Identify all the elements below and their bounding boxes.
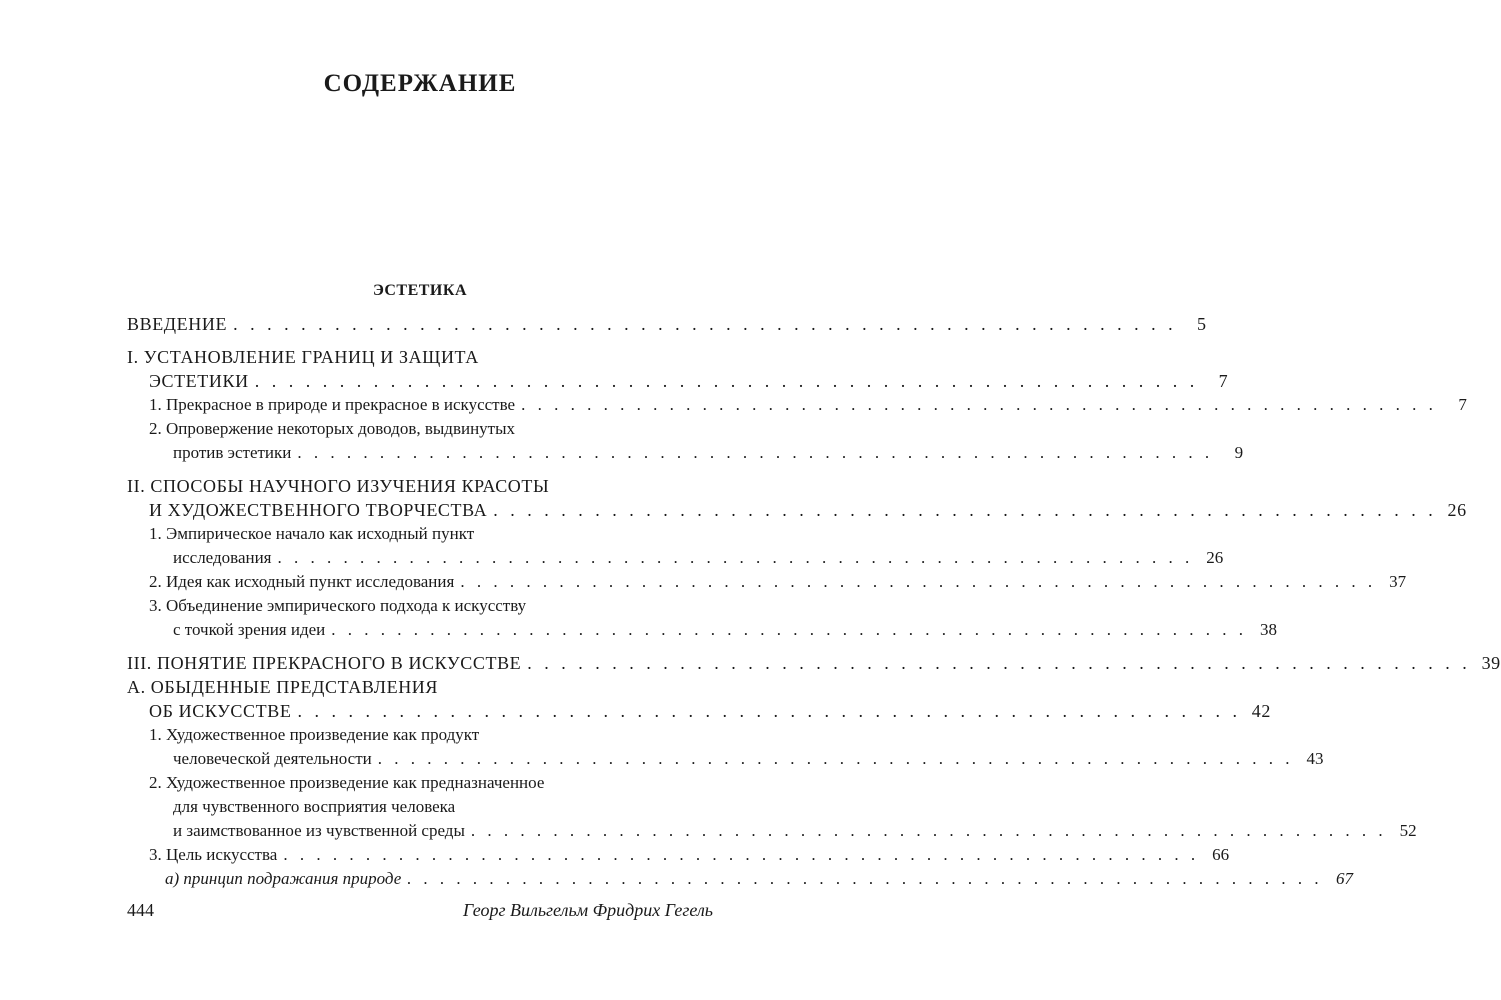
- toc-entry-text: II. СПОСОБЫ НАУЧНОГО ИЗУЧЕНИЯ КРАСОТЫ: [127, 476, 550, 496]
- toc-entry-page: 39: [1481, 653, 1501, 673]
- toc-entry-page: 43: [1306, 749, 1324, 768]
- toc-entry-text: 2. Опровержение некоторых доводов, выдвинутых: [149, 419, 516, 438]
- toc-entry: [127, 312, 1207, 336]
- toc-entry-page: 52: [1399, 821, 1417, 840]
- toc-entry: [127, 651, 1501, 675]
- toc-entry: [127, 867, 1354, 891]
- toc-entry-page: 7: [1458, 395, 1467, 414]
- toc-entry-text: 1. Эмпирическое начало как исходный пункт: [149, 524, 475, 543]
- dot-leader: . . . . . . . . . . . . . . . . . . . . . . . . . . . . . . . . . . . . . . . . . . . . . . . . . . . . . . . .: [233, 314, 1177, 334]
- toc-entry: [127, 417, 713, 441]
- toc-entry: [127, 747, 1324, 771]
- toc-entry-text: 1. Прекрасное в природе и прекрасное в искусстве: [149, 395, 516, 414]
- toc-entry: [127, 843, 1230, 867]
- dot-leader: . . . . . . . . . . . . . . . . . . . . . . . . . . . . . . . . . . . . . . . . . . . . . . . . . . . . . . . .: [297, 443, 1214, 462]
- dot-leader: . . . . . . . . . . . . . . . . . . . . . . . . . . . . . . . . . . . . . . . . . . . . . . . . . . . . . . . .: [283, 845, 1200, 864]
- dot-leader: . . . . . . . . . . . . . . . . . . . . . . . . . . . . . . . . . . . . . . . . . . . . . . . . . . . . . . . .: [460, 572, 1377, 591]
- toc-entry-page: 26: [1447, 500, 1467, 520]
- toc-entry: [127, 546, 1224, 570]
- toc-entry-text: а) принцип подражания природе: [165, 869, 402, 888]
- toc-entry-text: 2. Художественное произведение как предназначенное: [149, 773, 545, 792]
- toc-entry-text: исследования: [173, 548, 272, 567]
- toc-entry-text: человеческой деятельности: [173, 749, 372, 768]
- toc-entry-text: с точкой зрения идеи: [173, 620, 326, 639]
- dot-leader: . . . . . . . . . . . . . . . . . . . . . . . . . . . . . . . . . . . . . . . . . . . . . . . . . . . . . . . .: [377, 749, 1294, 768]
- toc-entry-page: 38: [1260, 620, 1278, 639]
- toc-entry-text: 3. Объединение эмпирического подхода к искусству: [149, 596, 527, 615]
- page-footer: [127, 900, 713, 921]
- dot-leader: . . . . . . . . . . . . . . . . . . . . . . . . . . . . . . . . . . . . . . . . . . . . . . . . . . . . . . . .: [407, 869, 1324, 888]
- toc-entry: [127, 522, 713, 546]
- dot-leader: . . . . . . . . . . . . . . . . . . . . . . . . . . . . . . . . . . . . . . . . . . . . . . . . . . . . . . . .: [527, 653, 1471, 673]
- dot-leader: . . . . . . . . . . . . . . . . . . . . . . . . . . . . . . . . . . . . . . . . . . . . . . . . . . . . . . . .: [521, 395, 1437, 414]
- toc-entry-text: ВВЕДЕНИЕ: [127, 314, 228, 334]
- table-of-contents: [127, 312, 1501, 891]
- dot-leader: . . . . . . . . . . . . . . . . . . . . . . . . . . . . . . . . . . . . . . . . . . . . . . . . . . . . . . . .: [470, 821, 1387, 840]
- toc-entry: [127, 369, 1229, 393]
- toc-entry-text: ЭСТЕТИКИ: [149, 371, 249, 391]
- toc-entry-page: 26: [1206, 548, 1224, 567]
- toc-entry-text: и заимствованное из чувственной среды: [173, 821, 465, 840]
- toc-entry-text: А. ОБЫДЕННЫЕ ПРЕДСТАВЛЕНИЯ: [127, 677, 439, 697]
- toc-entry-text: III. ПОНЯТИЕ ПРЕКРАСНОГО В ИСКУССТВЕ: [127, 653, 522, 673]
- toc-entry-text: 3. Цель искусства: [149, 845, 278, 864]
- toc-entry: [127, 699, 1271, 723]
- toc-entry-text: для чувственного восприятия человека: [173, 797, 456, 816]
- page-number: 444: [127, 900, 154, 920]
- toc-entry: [127, 618, 1278, 642]
- dot-leader: . . . . . . . . . . . . . . . . . . . . . . . . . . . . . . . . . . . . . . . . . . . . . . . . . . . . . . . .: [493, 500, 1437, 520]
- toc-entry-text: ОБ ИСКУССТВЕ: [149, 701, 292, 721]
- toc-entry: [127, 771, 713, 795]
- dot-leader: . . . . . . . . . . . . . . . . . . . . . . . . . . . . . . . . . . . . . . . . . . . . . . . . . . . . . . . .: [277, 548, 1194, 567]
- toc-entry-page: 37: [1389, 572, 1407, 591]
- toc-entry-page: 9: [1234, 443, 1244, 462]
- toc-entry: [127, 819, 1417, 843]
- toc-entry-text: 2. Идея как исходный пункт исследования: [149, 572, 455, 591]
- toc-entry: [127, 345, 713, 369]
- toc-entry-text: I. УСТАНОВЛЕНИЕ ГРАНИЦ И ЗАЩИТА: [127, 347, 479, 367]
- toc-entry-page: 7: [1218, 371, 1229, 391]
- toc-entry-text: 1. Художественное произведение как продукт: [149, 725, 480, 744]
- dot-leader: . . . . . . . . . . . . . . . . . . . . . . . . . . . . . . . . . . . . . . . . . . . . . . . . . . . . . . . .: [331, 620, 1248, 639]
- page-title: СОДЕРЖАНИЕ: [323, 70, 517, 97]
- toc-entry: [127, 594, 713, 618]
- toc-entry-page: 66: [1212, 845, 1230, 864]
- toc-entry-page: 42: [1251, 701, 1271, 721]
- dot-leader: . . . . . . . . . . . . . . . . . . . . . . . . . . . . . . . . . . . . . . . . . . . . . . . . . . . . . . . .: [297, 701, 1241, 721]
- toc-entry: [127, 498, 1467, 522]
- toc-entry: [127, 795, 713, 819]
- toc-entry: [127, 393, 1467, 417]
- toc-entry: [127, 474, 713, 498]
- toc-entry-text: против эстетики: [173, 443, 292, 462]
- toc-entry-page: 5: [1196, 314, 1207, 334]
- section-title: ЭСТЕТИКА: [372, 282, 468, 299]
- dot-leader: . . . . . . . . . . . . . . . . . . . . . . . . . . . . . . . . . . . . . . . . . . . . . . . . . . . . . . . .: [254, 371, 1199, 391]
- running-author: Георг Вильгельм Фридрих Гегель: [463, 900, 713, 920]
- toc-entry-text: И ХУДОЖЕСТВЕННОГО ТВОРЧЕСТВА: [149, 500, 488, 520]
- toc-entry: [127, 675, 713, 699]
- toc-entry: [127, 723, 713, 747]
- toc-entry-page: 67: [1336, 869, 1354, 888]
- toc-entry: [127, 570, 1407, 594]
- toc-entry: [127, 441, 1244, 465]
